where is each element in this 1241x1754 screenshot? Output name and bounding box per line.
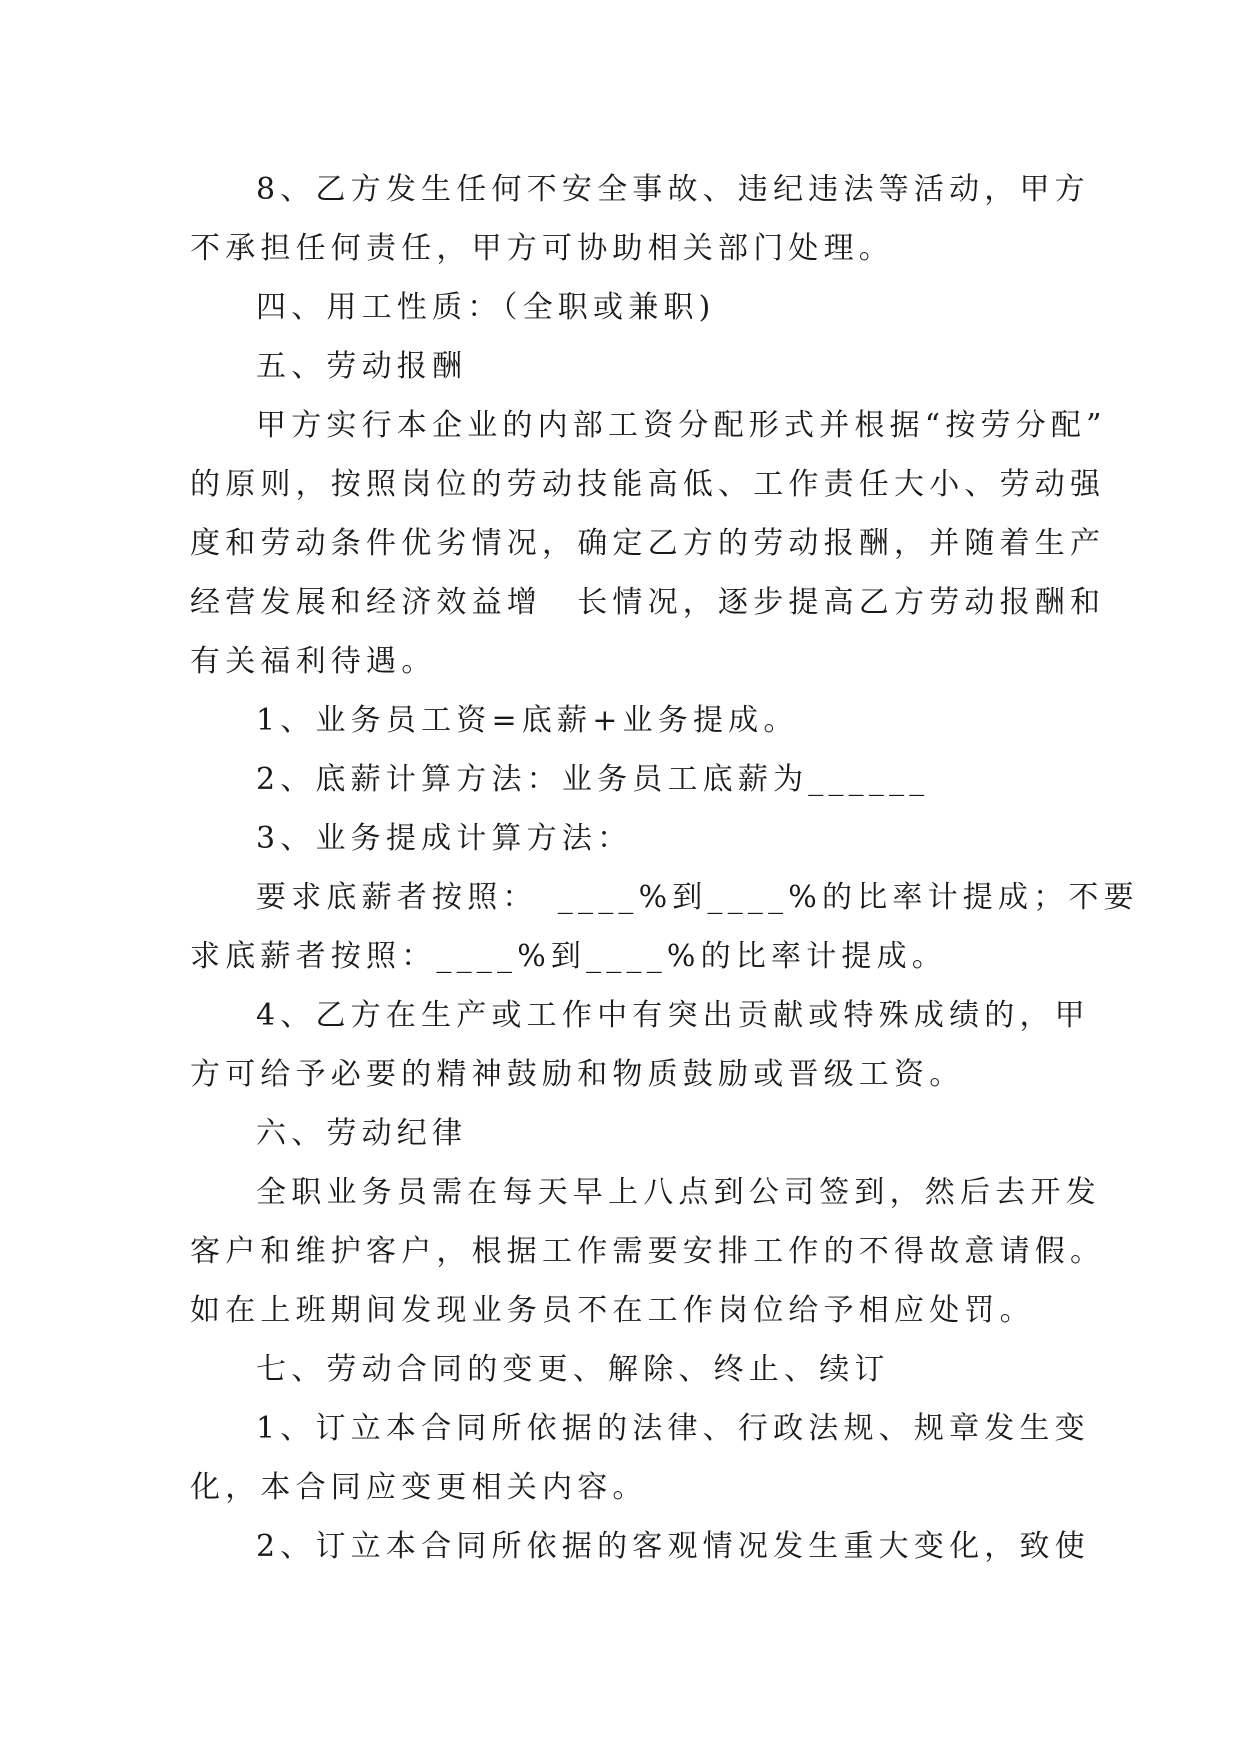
paragraph-line: 经营发展和经济效益增 长情况，逐步提高乙方劳动报酬和	[190, 585, 1106, 620]
commission-rate-line-1: 要求底薪者按照： ____%到____%的比率计提成；不要	[256, 880, 1139, 915]
section-7-heading: 七、劳动合同的变更、解除、终止、续订	[256, 1352, 890, 1387]
section-5-heading: 五、劳动报酬	[256, 349, 468, 384]
paragraph-line: 全职业务员需在每天早上八点到公司签到，然后去开发	[256, 1175, 1101, 1210]
clause-1-change-line-1: 1、订立本合同所依据的法律、行政法规、规章发生变	[256, 1411, 1090, 1446]
clause-8-line-2: 不承担任何责任，甲方可协助相关部门处理。	[190, 231, 894, 266]
document-body	[190, 160, 1139, 1576]
commission-rate-line-2: 求底薪者按照：____%到____%的比率计提成。	[190, 939, 948, 974]
clause-1-salary: 1、业务员工资=底薪+业务提成。	[256, 703, 799, 738]
section-6-heading: 六、劳动纪律	[256, 1116, 468, 1151]
paragraph-line: 度和劳动条件优劣情况，确定乙方的劳动报酬，并随着生产	[190, 526, 1106, 561]
clause-4-line-2: 方可给予必要的精神鼓励和物质鼓励或晋级工资。	[190, 1057, 965, 1092]
paragraph-line: 有关福利待遇。	[190, 644, 437, 679]
clause-2-base-pay: 2、底薪计算方法：业务员工底薪为______	[256, 762, 930, 797]
section-4-heading: 四、用工性质：（全职或兼职)	[256, 290, 716, 325]
clause-8-line-1: 8、乙方发生任何不安全事故、违纪违法等活动，甲方	[256, 172, 1090, 207]
clause-4-line-1: 4、乙方在生产或工作中有突出贡献或特殊成绩的，甲	[256, 998, 1090, 1033]
paragraph-line: 如在上班期间发现业务员不在工作岗位给予相应处罚。	[190, 1293, 1035, 1328]
paragraph-line: 甲方实行本企业的内部工资分配形式并根据“按劳分配”	[256, 408, 1107, 443]
paragraph-line: 的原则，按照岗位的劳动技能高低、工作责任大小、劳动强	[190, 467, 1106, 502]
clause-2-change-line-1: 2、订立本合同所依据的客观情况发生重大变化，致使	[256, 1529, 1090, 1564]
clause-3-commission: 3、业务提成计算方法：	[256, 821, 633, 856]
clause-1-change-line-2: 化，本合同应变更相关内容。	[190, 1470, 648, 1505]
paragraph-line: 客户和维护客户，根据工作需要安排工作的不得故意请假。	[190, 1234, 1106, 1269]
